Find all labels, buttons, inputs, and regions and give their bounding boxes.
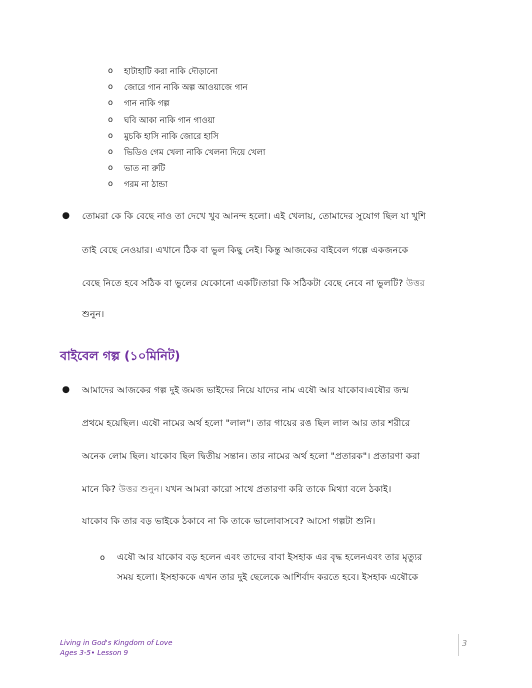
list-item-text: জোরে গান নাকি অল্প আওয়াজে গান (124, 82, 248, 93)
hollow-circle-bullet-icon: o (108, 146, 113, 156)
choice-paragraph-line-3 (82, 277, 425, 290)
hollow-circle-bullet-icon: o (108, 114, 113, 124)
list-item (108, 112, 265, 128)
list-item (108, 79, 265, 95)
paragraph-text: তাই বেছে নেওয়ার। এখানে ঠিক বা ভুল কিছু নেই। কিন্তু আজকের বাইবেল গল্পে একজনকে (82, 245, 409, 256)
list-item-text: গান নাকি গল্প (124, 98, 170, 109)
footer-lesson-info (60, 638, 172, 658)
hollow-circle-bullet-icon: o (108, 130, 113, 140)
story-sub-paragraph-line-2 (117, 571, 418, 584)
list-item-text: ভিডিও গেম খেলা নাকি খেলনা দিয়ে খেলা (124, 146, 266, 157)
list-item (108, 160, 265, 176)
hollow-circle-bullet-icon: o (108, 82, 113, 92)
paragraph-text: বেছে নিতে হবে সঠিক বা ভুলের যেকোনো একটি।তারা কি সঠিকটা বেছে নেবে না ভুলটি? (82, 278, 404, 289)
story-paragraph-line-5 (82, 515, 375, 528)
paragraph-text: প্রথমে হয়েছিল। এষৌ নামের অর্থ হলো "লাল"। তার গায়ের রঙ ছিল লাল আর তার শরীরে (82, 418, 411, 429)
list-item (108, 176, 265, 192)
hollow-circle-bullet-icon: o (108, 179, 113, 189)
paragraph-text: সময় হলো। ইসহাককে এখন তার দুই ছেলেকে আশির্বাদ করতে হবে। ইসহাক এষৌকে (117, 572, 419, 583)
list-item-text: ভাত না রুটি (124, 163, 166, 174)
hollow-circle-bullet-icon: o (108, 98, 113, 108)
choice-paragraph-line-4 (82, 308, 104, 321)
paragraph-text: অনেক লোম ছিল। যাকোব ছিল দ্বিতীয় সন্তান। তার নামের অর্থ হলো "প্রতারক"। প্রতারণা করা (82, 451, 420, 462)
story-paragraph-line-1 (62, 384, 409, 397)
paragraph-text: যাকোব কি তার বড় ভাইকে ঠকাবে না কি তাকে ভালোবাসবে? আসো গল্পটা শুনি। (82, 516, 376, 527)
section-heading: বাইবেল গল্প (১০মিনিট) (60, 348, 181, 363)
hollow-circle-bullet-icon: o (100, 553, 105, 562)
list-item (108, 95, 265, 111)
story-paragraph-line-3 (82, 450, 420, 463)
paragraph-text: আমাদের আজকের গল্প দুই জমজ ভাইদের নিয়ে যাদের নাম এষৌ আর যাকোব।এষৌর জন্ম (82, 385, 409, 396)
footer-lesson: Ages 3-5• Lesson 9 (60, 649, 129, 657)
answer-prompt-text: উত্তর (406, 278, 425, 289)
paragraph-text: যখন আমরা কারো সাথে প্রতারণা করি তাকে মিথ্যা বলে ঠকাই। (165, 484, 392, 495)
footer-divider (458, 634, 459, 656)
activity-choices-list (108, 63, 265, 193)
story-paragraph-line-2 (82, 417, 410, 430)
story-paragraph-line-4 (82, 483, 391, 496)
list-item-text: ঘবি আকা নাকি গান গাওয়া (124, 114, 215, 125)
story-sub-paragraph-line-1 (100, 551, 423, 564)
list-item-text: হাটাহাটি করা নাকি দৌড়ানো (124, 66, 218, 76)
paragraph-text: মানে কি? (82, 484, 116, 495)
list-item-text: মুচকি হাসি নাকি জোরে হাসি (124, 130, 219, 141)
filled-dot-bullet-icon: ● (62, 385, 70, 395)
hollow-circle-bullet-icon: o (108, 66, 113, 75)
paragraph-text: তোমরা কে কি বেছে নাও তা দেখে খুব আনন্দ হলো। এই খেলায়, তোমাদের সুযোগ ছিল যা খুশি (82, 211, 426, 222)
paragraph-text: শুনুন। (82, 309, 105, 320)
hollow-circle-bullet-icon: o (108, 163, 113, 173)
list-item (108, 128, 265, 144)
answer-prompt-text: উত্তর শুনুন। (118, 484, 163, 495)
choice-paragraph-line-1 (62, 210, 426, 223)
choice-paragraph-line-2 (82, 244, 408, 257)
list-item (108, 144, 265, 160)
list-item-text: গরম না ঠান্ডা (124, 179, 168, 190)
page-number: 3 (462, 639, 468, 648)
filled-dot-bullet-icon: ● (62, 211, 70, 221)
footer-title: Living in God's Kingdom of Love (60, 639, 173, 647)
paragraph-text: এষৌ আর যাকোব বড় হলেন এবং তাদের বাবা ইসহাক এর বৃদ্ধ হলেনএবং তার মৃত্যুর (117, 552, 423, 563)
list-item (108, 63, 265, 79)
